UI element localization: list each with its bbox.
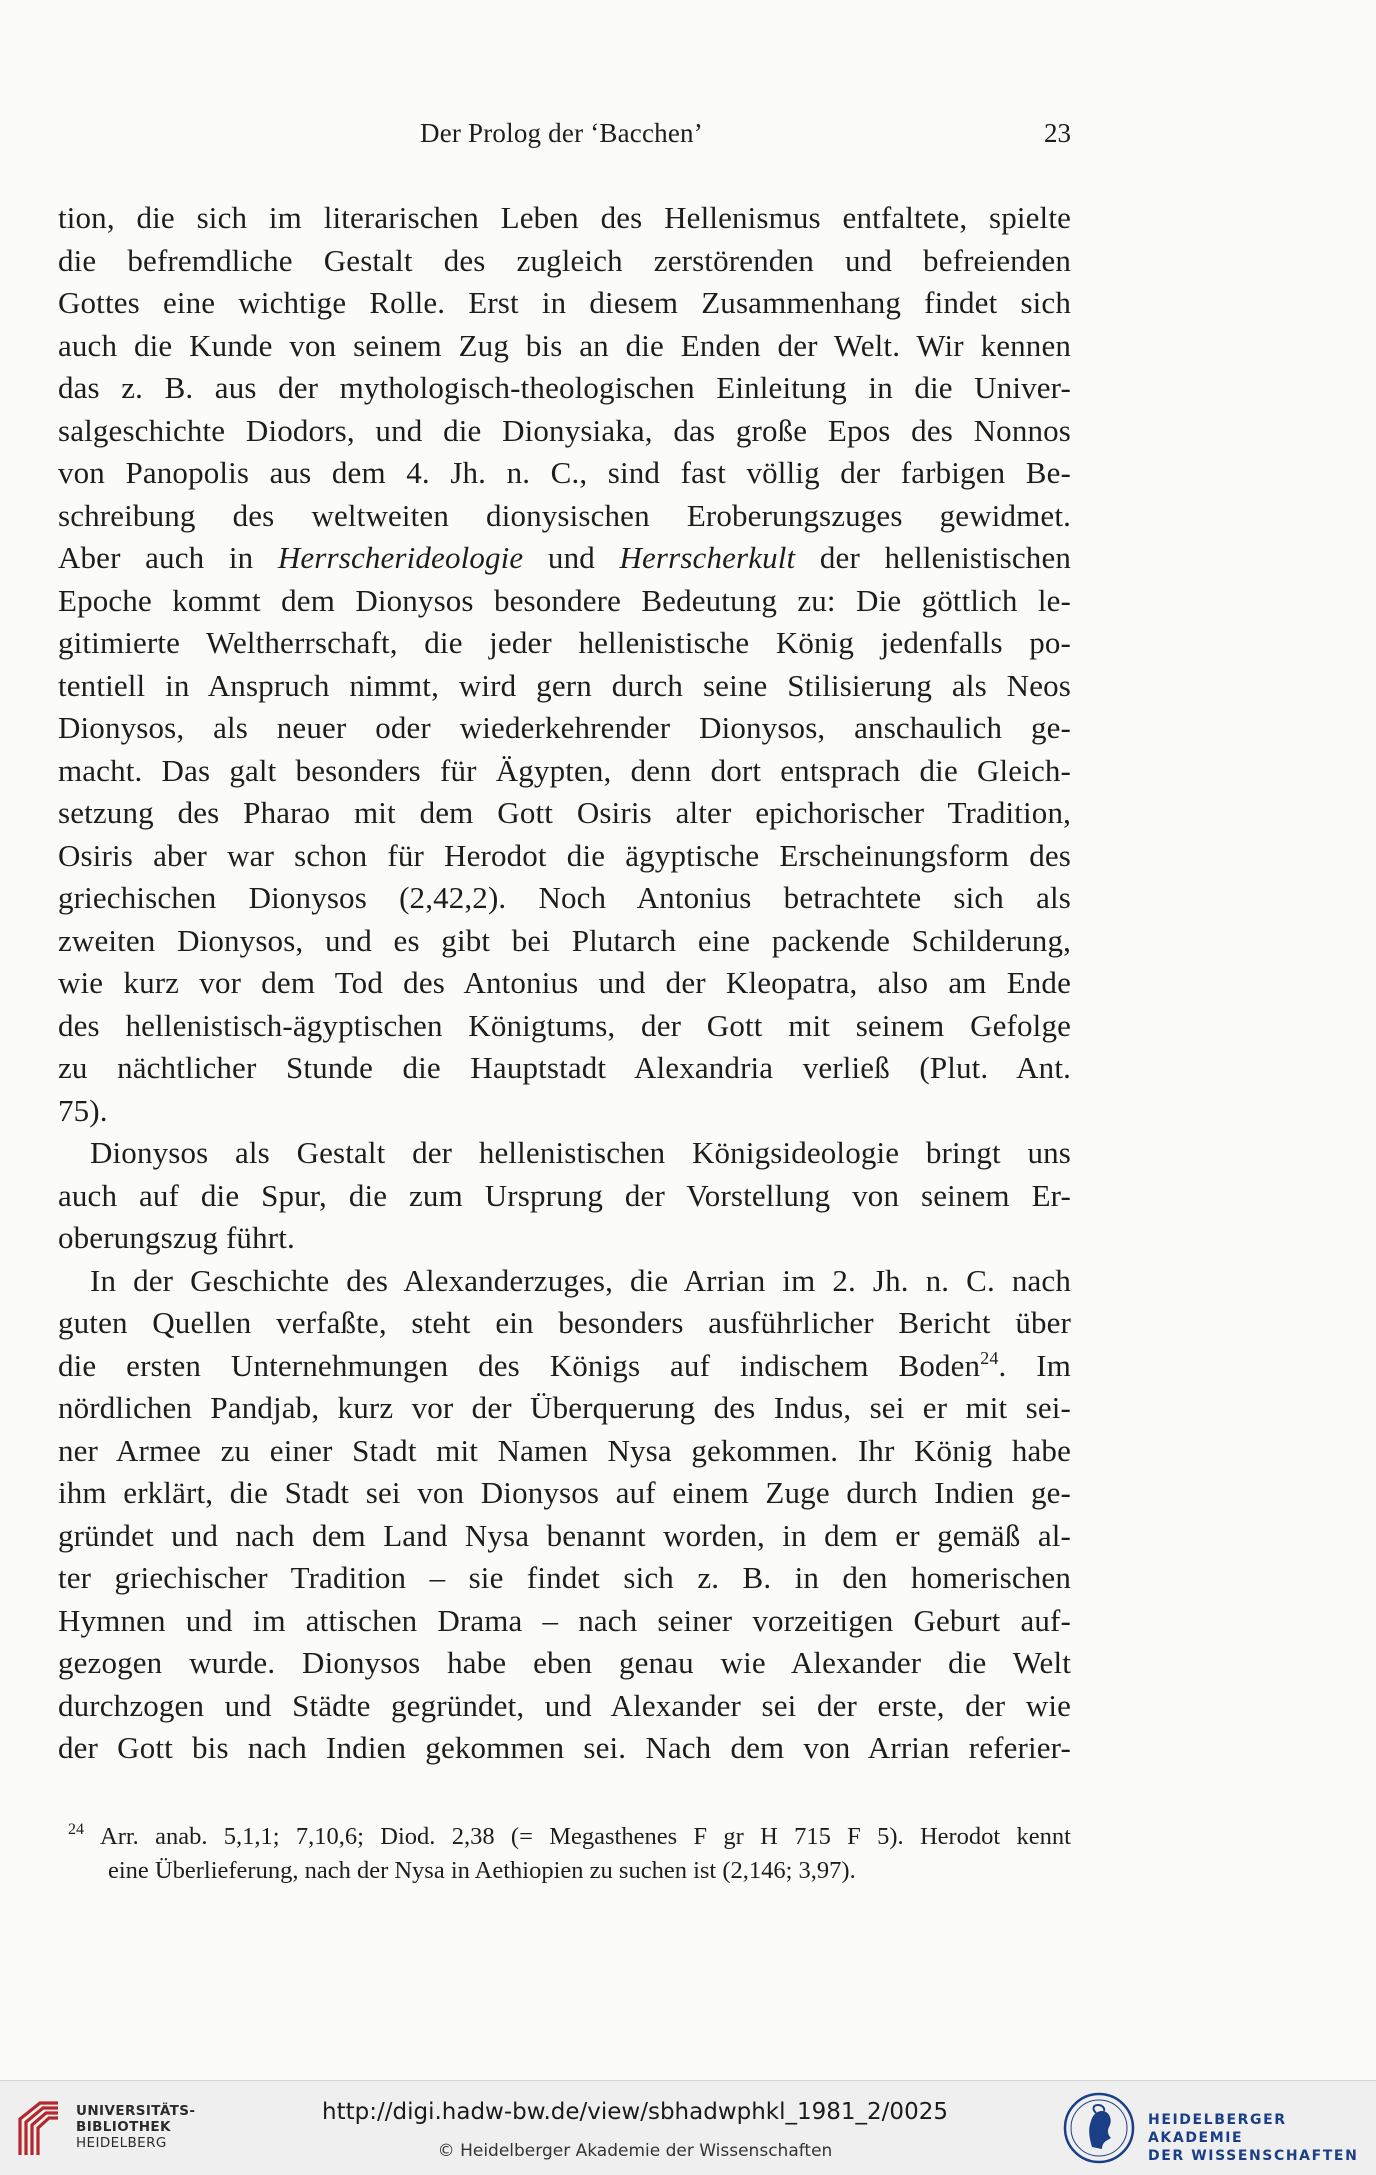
footnote-text: Arr. anab. 5,1,1; 7,10,6; Diod. 2,38 (= Megasthenes F gr H 715 F 5). Herodot kennt xyxy=(100,1823,1071,1850)
text-line-italic-terms xyxy=(58,537,1071,580)
text-line: gitimierte Weltherrschaft, die jeder hellenistische König jedenfalls po- xyxy=(58,625,1071,660)
text-line: des hellenistisch-ägyptischen Königtums, der Gott mit seinem Gefolge xyxy=(58,1007,1071,1043)
text-line: gezogen wurde. Dionysos habe eben genau wie Alexander die Welt xyxy=(58,1645,1071,1680)
text-line: macht. Das galt besonders für Ägypten, denn dort entsprach die Gleich- xyxy=(58,752,1071,788)
text-line: der Gott bis nach Indien gekommen sei. Nach dem von Arrian referier- xyxy=(58,1730,1071,1765)
text-fragment: der hellenistischen xyxy=(795,540,1072,575)
text-line: tion, die sich im literarischen Leben des Hellenismus entfaltete, spielte xyxy=(58,200,1071,235)
text-line: ter griechischer Tradition – sie findet sich z. B. in den homerischen xyxy=(58,1560,1071,1595)
running-title: Der Prolog der ‘Bacchen’ xyxy=(420,118,703,148)
footnote-line: eine Überlieferung, nach der Nysa in Aethiopien zu suchen ist (2,146; 3,97). xyxy=(108,1857,856,1884)
text-line: Gottes eine wichtige Rolle. Erst in diesem Zusammenhang findet sich xyxy=(58,285,1071,320)
academy-name xyxy=(1148,2111,1376,2165)
text-line-footnote-ref xyxy=(58,1345,1071,1388)
text-fragment: . Im xyxy=(998,1347,1071,1383)
footnote-number: 24 xyxy=(68,1821,84,1838)
text-line: gründet und nach dem Land Nysa benannt worden, in dem er gemäß al- xyxy=(58,1517,1071,1553)
library-name xyxy=(76,2103,195,2151)
footnotes xyxy=(68,1820,1071,1888)
paragraph-start-line: Dionysos als Gestalt der hellenistischen Königsideologie bringt uns xyxy=(90,1135,1071,1170)
digitization-footer xyxy=(0,2080,1376,2175)
text-line: Hymnen und im attischen Drama – nach seiner vorzeitigen Geburt auf- xyxy=(58,1602,1071,1638)
text-line: oberungszug führt. xyxy=(58,1220,295,1255)
text-line: Osiris aber war schon für Herodot die ägyptische Erscheinungsform des xyxy=(58,837,1071,873)
text-line: die befremdliche Gestalt des zugleich zerstörenden und befreienden xyxy=(58,242,1071,278)
running-head xyxy=(0,118,1376,158)
text-line: auch auf die Spur, die zum Ursprung der Vorstellung von seinem Er- xyxy=(58,1177,1071,1213)
text-line: wie kurz vor dem Tod des Antonius und der Kleopatra, also am Ende xyxy=(58,965,1071,1000)
footnote-reference: 24 xyxy=(980,1347,999,1368)
permalink-url[interactable]: http://digi.hadw-bw.de/view/sbhadwphkl_1981_2/0025 xyxy=(322,2099,948,2125)
text-line: guten Quellen verfaßte, steht ein besonders ausführlicher Bericht über xyxy=(58,1305,1071,1340)
library-name-line: HEIDELBERG xyxy=(76,2135,167,2151)
paragraph-start-line: In der Geschichte des Alexanderzuges, die Arrian im 2. Jh. n. C. nach xyxy=(90,1262,1071,1298)
library-name-line: UNIVERSITÄTS- xyxy=(76,2103,196,2119)
library-name-line: BIBLIOTHEK xyxy=(76,2119,171,2135)
text-line: ihm erklärt, die Stadt sei von Dionysos auf einem Zuge durch Indien ge- xyxy=(58,1475,1071,1510)
text-line: salgeschichte Diodors, und die Dionysiaka, das große Epos des Nonnos xyxy=(58,412,1071,448)
page-number: 23 xyxy=(1044,118,1071,148)
footnote-line xyxy=(68,1820,1071,1854)
text-line: Epoche kommt dem Dionysos besondere Bedeutung zu: Die göttlich le- xyxy=(58,582,1071,618)
text-fragment: Aber auch in xyxy=(58,540,278,575)
text-line: zweiten Dionysos, und es gibt bei Plutarch eine packende Schilderung, xyxy=(58,922,1071,958)
text-line: Dionysos, als neuer oder wiederkehrender Dionysos, anschaulich ge- xyxy=(58,710,1071,745)
text-line: setzung des Pharao mit dem Gott Osiris alter epichorischer Tradition, xyxy=(58,795,1071,830)
text-line: auch die Kunde von seinem Zug bis an die Enden der Welt. Wir kennen xyxy=(58,327,1071,363)
ub-heidelberg-logo-icon xyxy=(14,2097,64,2161)
text-line: griechischen Dionysos (2,42,2). Noch Antonius betrachtete sich als xyxy=(58,880,1071,915)
text-line: tentiell in Anspruch nimmt, wird gern durch seine Stilisierung als Neos xyxy=(58,667,1071,703)
body-text xyxy=(58,197,1071,1770)
academy-name-line: HEIDELBERGER AKADEMIE xyxy=(1148,2112,1287,2146)
copyright-notice: © Heidelberger Akademie der Wissenschaften xyxy=(437,2141,833,2161)
text-line: nördlichen Pandjab, kurz vor der Überquerung des Indus, sei er mit sei- xyxy=(58,1390,1071,1425)
text-line: von Panopolis aus dem 4. Jh. n. C., sind fast völlig der farbigen Be- xyxy=(58,455,1071,490)
text-fragment: und xyxy=(523,540,620,575)
text-fragment: die ersten Unternehmungen des Königs auf indischem Boden xyxy=(58,1347,981,1383)
text-line: zu nächtlicher Stunde die Hauptstadt Alexandria verließ (Plut. Ant. xyxy=(58,1050,1071,1085)
text-line: schreibung des weltweiten dionysischen Eroberungszuges gewidmet. xyxy=(58,497,1071,533)
italic-term: Herrscherideologie xyxy=(277,540,524,575)
text-line: ner Armee zu einer Stadt mit Namen Nysa gekommen. Ihr König habe xyxy=(58,1432,1071,1468)
academy-seal-icon xyxy=(1062,2091,1136,2165)
academy-name-line: DER WISSENSCHAFTEN xyxy=(1148,2148,1359,2164)
italic-term: Herrscherkult xyxy=(619,540,796,575)
text-line: 75). xyxy=(58,1092,108,1128)
text-line: durchzogen und Städte gegründet, und Alexander sei der erste, der wie xyxy=(58,1687,1071,1723)
text-line: das z. B. aus der mythologisch-theologischen Einleitung in die Univer- xyxy=(58,370,1071,405)
